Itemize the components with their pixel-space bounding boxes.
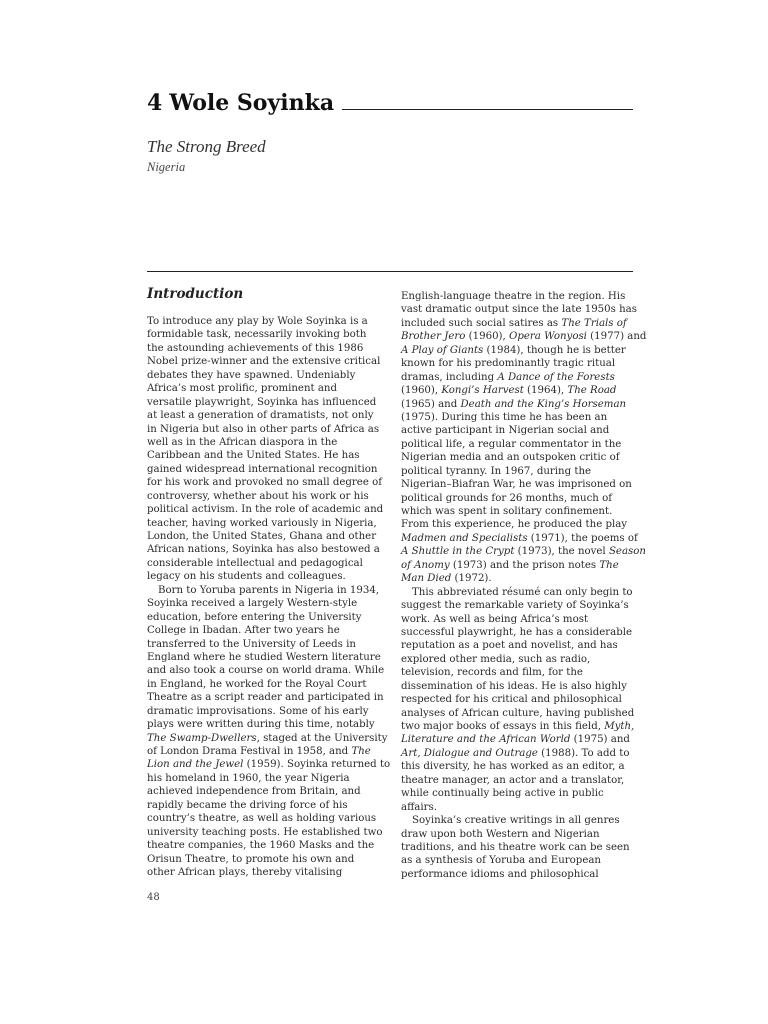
italic-title-text: Opera Wonyosi bbox=[509, 331, 587, 343]
text-span: well as in the African diaspora in the bbox=[147, 436, 338, 448]
text-line bbox=[147, 436, 383, 449]
italic-title-text: Brother Jero bbox=[401, 331, 466, 343]
text-span: (1965) and bbox=[401, 398, 461, 410]
text-line bbox=[401, 505, 637, 518]
text-span: included such social satires as bbox=[401, 317, 562, 329]
text-line bbox=[401, 666, 637, 679]
text-span: dissemination of his ideas. He is also highly bbox=[401, 680, 627, 692]
text-span: performance idioms and philosophical bbox=[401, 868, 599, 880]
text-span: plays were written during this time, notably bbox=[147, 719, 375, 731]
text-line bbox=[147, 557, 383, 570]
text-line bbox=[401, 371, 637, 384]
text-line bbox=[401, 760, 637, 773]
text-span: Africa’s most prolific, prominent and bbox=[147, 383, 338, 395]
text-line bbox=[401, 424, 637, 437]
text-span: at least a generation of dramatists, not only bbox=[147, 410, 374, 422]
text-span: Soyinka received a largely Western-style bbox=[147, 598, 358, 610]
text-span: (1960), bbox=[401, 385, 442, 397]
text-span: College in Ibadan. After two years he bbox=[147, 625, 340, 637]
text-span: two major books of essays in this field, bbox=[401, 721, 605, 732]
text-span: Theatre as a script reader and participated in bbox=[147, 692, 384, 704]
text-line bbox=[147, 584, 383, 597]
text-line bbox=[147, 570, 383, 583]
chapter-name: Wole Soyinka bbox=[169, 90, 335, 116]
text-line bbox=[401, 532, 637, 545]
text-span: (1973) and the prison notes bbox=[449, 559, 600, 571]
text-span: controversy, whether about his work or his bbox=[147, 490, 369, 502]
text-span: legacy on his students and colleagues. bbox=[147, 571, 346, 583]
text-line bbox=[147, 705, 383, 718]
text-line bbox=[147, 651, 383, 664]
text-span: To introduce any play by Wole Soyinka is a bbox=[147, 316, 368, 327]
italic-title-text: Man Died bbox=[401, 573, 452, 585]
text-span: and also took a course on world drama. While bbox=[147, 665, 385, 677]
text-line bbox=[401, 559, 637, 572]
italic-title-text: A Shuttle in the Crypt bbox=[401, 546, 515, 558]
text-line bbox=[401, 465, 637, 478]
text-line bbox=[401, 680, 637, 693]
text-span: of London Drama Festival in 1958, and bbox=[147, 746, 352, 757]
text-line bbox=[401, 290, 637, 303]
text-line bbox=[147, 328, 383, 341]
chapter-number: 4 bbox=[147, 90, 163, 116]
text-line bbox=[147, 732, 388, 745]
text-line bbox=[401, 599, 637, 612]
text-line bbox=[401, 626, 637, 639]
text-span: debates they have spawned. Undeniably bbox=[147, 369, 356, 381]
italic-title-text: Myth, bbox=[604, 721, 635, 732]
text-span: political grounds for 26 months, much of bbox=[401, 492, 612, 504]
left-column-text bbox=[147, 315, 391, 879]
text-line bbox=[401, 317, 637, 330]
text-span: Nigerian–Biafran War, he was imprisoned on bbox=[401, 479, 632, 491]
text-span: in England, he worked for the Royal Court bbox=[147, 678, 367, 690]
text-line bbox=[401, 330, 647, 343]
text-span: in Nigeria but also in other parts of Africa as bbox=[147, 423, 380, 435]
text-span: while continually being active in public bbox=[401, 788, 604, 800]
text-line bbox=[147, 396, 383, 409]
text-span: Nobel prize-winner and the extensive critical bbox=[147, 356, 381, 368]
italic-title-text: Death and the King’s Horseman bbox=[460, 398, 627, 410]
italic-title-text: Season bbox=[608, 546, 646, 558]
italic-title-text: The Road bbox=[567, 385, 617, 397]
text-span: (1984), though he is better bbox=[483, 344, 626, 356]
text-line bbox=[401, 613, 637, 626]
text-line bbox=[147, 678, 383, 691]
text-span: (1964), bbox=[523, 385, 568, 397]
text-span: (1977) and bbox=[586, 331, 647, 343]
text-line bbox=[147, 691, 383, 704]
page-number: 48 bbox=[147, 892, 160, 903]
left-column bbox=[147, 285, 391, 879]
text-span: traditions, and his theatre work can be seen bbox=[401, 841, 630, 853]
text-span: education, before entering the University bbox=[147, 611, 362, 623]
text-line bbox=[147, 758, 391, 771]
italic-title-text: The Swamp-Dwellers bbox=[147, 732, 257, 744]
italic-title-text: The bbox=[351, 746, 371, 757]
text-line bbox=[401, 854, 637, 867]
text-line bbox=[147, 423, 383, 436]
text-span: explored other media, such as radio, bbox=[401, 653, 591, 665]
italic-title-text: Art, Dialogue and Outrage bbox=[401, 747, 538, 759]
text-line bbox=[401, 639, 637, 652]
italic-title-text: Madmen and Specialists bbox=[401, 532, 528, 544]
text-line bbox=[147, 530, 383, 543]
text-span: university teaching posts. He established two bbox=[147, 826, 383, 838]
text-line bbox=[147, 866, 383, 879]
text-line bbox=[147, 826, 383, 839]
italic-title-text: Lion and the Jewel bbox=[147, 759, 244, 771]
text-span: the astounding achievements of this 1986 bbox=[147, 342, 364, 354]
text-line bbox=[147, 382, 383, 395]
text-line bbox=[401, 586, 637, 599]
text-span: Born to Yoruba parents in Nigeria in 1934, bbox=[158, 584, 380, 596]
play-title: The Strong Breed bbox=[147, 137, 266, 156]
text-line bbox=[401, 841, 637, 854]
text-span: Nigerian media and an outspoken critic of bbox=[401, 452, 620, 464]
text-line bbox=[401, 653, 637, 666]
text-span: (1975). During this time he has been an bbox=[401, 411, 608, 423]
text-line bbox=[401, 733, 637, 746]
text-span: (1973), the novel bbox=[514, 546, 609, 558]
italic-title-text: Kongi’s Harvest bbox=[441, 385, 524, 397]
text-line bbox=[147, 611, 383, 624]
title-rule bbox=[342, 109, 633, 110]
text-span: dramas, including bbox=[401, 371, 498, 383]
text-span: teacher, having worked variously in Nigeria, bbox=[147, 517, 377, 529]
text-line bbox=[147, 543, 383, 556]
text-span: Orisun Theatre, to promote his own and bbox=[147, 853, 355, 865]
text-line bbox=[147, 718, 383, 731]
text-span: known for his predominantly tragic ritual bbox=[401, 358, 616, 370]
text-span: successful playwright, he has a considerable bbox=[401, 626, 633, 638]
text-span: , staged at the University bbox=[256, 732, 388, 744]
text-span: theatre manager, an actor and a translator, bbox=[401, 774, 625, 786]
right-column bbox=[401, 290, 647, 881]
text-span: achieved independence from Britain, and bbox=[147, 786, 361, 798]
text-line bbox=[401, 707, 637, 720]
text-span: vast dramatic output since the late 1950s has bbox=[401, 304, 637, 316]
text-span: London, the United States, Ghana and other bbox=[147, 531, 377, 542]
text-line bbox=[147, 503, 383, 516]
text-line bbox=[147, 812, 383, 825]
text-line bbox=[147, 597, 383, 610]
text-line bbox=[401, 774, 637, 787]
text-line bbox=[147, 449, 383, 462]
text-span: draw upon both Western and Nigerian bbox=[401, 828, 600, 840]
italic-title-text: A Dance of the Forests bbox=[497, 371, 615, 383]
text-span: work. As well as being Africa’s most bbox=[401, 613, 589, 625]
text-line bbox=[401, 747, 637, 760]
text-span: respected for his critical and philosophical bbox=[401, 694, 622, 706]
text-line bbox=[147, 624, 383, 637]
text-span: television, records and film, for the bbox=[401, 667, 583, 679]
text-line bbox=[147, 342, 383, 355]
text-span: (1971), the poems of bbox=[527, 532, 638, 544]
text-line bbox=[401, 384, 637, 397]
text-line bbox=[147, 409, 383, 422]
text-span: (1960), bbox=[465, 331, 509, 343]
text-line bbox=[401, 801, 637, 814]
text-line bbox=[147, 369, 383, 382]
text-span: transferred to the University of Leeds in bbox=[147, 638, 356, 650]
text-line bbox=[401, 438, 637, 451]
chapter-header bbox=[147, 92, 633, 114]
text-span: considerable intellectual and pedagogical bbox=[147, 557, 363, 569]
text-line bbox=[401, 478, 637, 491]
italic-title-text: The bbox=[599, 559, 619, 571]
text-line bbox=[147, 745, 383, 758]
text-span: suggest the remarkable variety of Soyinka’s bbox=[401, 600, 629, 612]
italic-title-text: Literature and the African World bbox=[401, 734, 571, 746]
text-span: his homeland in 1960, the year Nigeria bbox=[147, 772, 350, 784]
text-line bbox=[401, 868, 637, 881]
text-line bbox=[147, 315, 383, 328]
text-line bbox=[147, 638, 383, 651]
text-line bbox=[147, 799, 383, 812]
text-line bbox=[401, 303, 637, 316]
text-span: (1959). Soyinka returned to bbox=[243, 759, 391, 771]
text-span: political life, a regular commentator in the bbox=[401, 438, 622, 450]
text-line bbox=[401, 451, 637, 464]
text-span: From this experience, he produced the play bbox=[401, 519, 628, 531]
text-span: active participant in Nigerian social and bbox=[401, 425, 610, 437]
italic-title-text: The Trials of bbox=[561, 317, 627, 329]
text-line bbox=[401, 545, 646, 558]
text-span: African nations, Soyinka has also bestowed a bbox=[147, 544, 380, 556]
text-line bbox=[147, 839, 383, 852]
text-span: Caribbean and the United States. He has bbox=[147, 450, 360, 462]
text-span: gained widespread international recognition bbox=[147, 463, 378, 475]
text-span: dramatic improvisations. Some of his early bbox=[147, 705, 369, 717]
play-country: Nigeria bbox=[147, 160, 186, 174]
section-divider bbox=[147, 271, 633, 272]
text-line bbox=[147, 772, 383, 785]
chapter-title bbox=[147, 92, 334, 114]
text-line bbox=[147, 664, 383, 677]
text-span: political activism. In the role of academic and bbox=[147, 504, 384, 516]
text-span: country’s theatre, as well as holding various bbox=[147, 813, 377, 825]
text-line bbox=[401, 814, 637, 827]
text-span: this diversity, he has worked as an editor, a bbox=[401, 761, 625, 773]
text-span: Soyinka’s creative writings in all genres bbox=[412, 815, 620, 827]
text-line bbox=[147, 490, 383, 503]
text-line bbox=[401, 787, 637, 800]
text-span: (1988). To add to bbox=[537, 747, 630, 759]
text-line bbox=[147, 463, 383, 476]
text-span: political tyranny. In 1967, during the bbox=[401, 465, 592, 477]
text-line bbox=[147, 517, 383, 530]
text-span: formidable task, necessarily invoking both bbox=[147, 329, 367, 341]
section-heading: Introduction bbox=[147, 286, 244, 302]
text-span: (1975) and bbox=[570, 734, 630, 746]
text-line bbox=[401, 411, 637, 424]
text-span: theatre companies, the 1960 Masks and the bbox=[147, 840, 375, 852]
text-line bbox=[401, 398, 637, 411]
text-line bbox=[401, 518, 637, 531]
text-line bbox=[147, 853, 383, 866]
text-line bbox=[147, 355, 383, 368]
text-span: English-language theatre in the region. His bbox=[401, 291, 626, 302]
text-line bbox=[147, 785, 383, 798]
text-span: versatile playwright, Soyinka has influenced bbox=[147, 396, 377, 408]
text-line bbox=[401, 357, 637, 370]
text-span: which was spent in solitary confinement. bbox=[401, 506, 613, 517]
right-column-text bbox=[401, 290, 647, 881]
text-span: This abbreviated résumé can only begin to bbox=[412, 586, 633, 598]
text-line bbox=[401, 344, 637, 357]
text-line bbox=[401, 828, 637, 841]
text-line bbox=[401, 572, 637, 585]
text-span: (1972). bbox=[451, 573, 492, 585]
text-span: other African plays, thereby vitalising bbox=[147, 866, 343, 878]
text-span: rapidly became the driving force of his bbox=[147, 799, 348, 811]
text-span: affairs. bbox=[401, 801, 437, 813]
italic-title-text: of Anomy bbox=[401, 559, 450, 571]
text-span: for his work and provoked no small degree of bbox=[147, 477, 382, 489]
text-line bbox=[401, 693, 637, 706]
text-line bbox=[401, 492, 637, 505]
text-span: analyses of African culture, having published bbox=[401, 707, 635, 719]
text-span: as a synthesis of Yoruba and European bbox=[401, 855, 601, 867]
italic-title-text: A Play of Giants bbox=[401, 344, 484, 356]
text-span: reputation as a poet and novelist, and has bbox=[401, 640, 618, 652]
text-span: England where he studied Western literature bbox=[147, 651, 381, 663]
text-line bbox=[147, 476, 383, 489]
text-line bbox=[401, 720, 637, 733]
